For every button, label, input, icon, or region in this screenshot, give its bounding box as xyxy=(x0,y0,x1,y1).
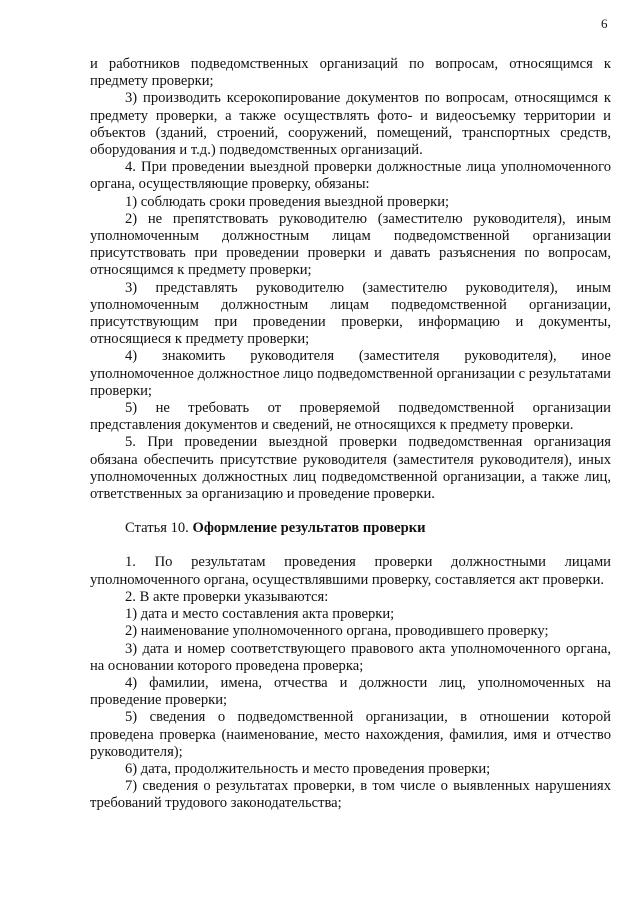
paragraph: 6) дата, продолжительность и место проведения проверки; xyxy=(125,760,491,777)
paragraph: 2. В акте проверки указываются: xyxy=(125,588,329,605)
paragraph: 2) наименование уполномоченного органа, проводившего проверку; xyxy=(125,623,549,640)
paragraph: 4) фамилии, имена, отчества и должности лиц, уполномоченных на проведение проверки; xyxy=(90,674,611,709)
paragraph: 1) соблюдать сроки проведения выездной проверки; xyxy=(125,193,450,210)
article-9-continuation xyxy=(90,56,611,503)
article-10-body xyxy=(90,554,611,812)
paragraph: 5) сведения о подведомственной организации, в отношении которой проведена проверка (наименование, место нахождения, фамилия, имя и отчество руководителя); xyxy=(90,709,611,760)
article-number: Статья 10. xyxy=(125,520,193,537)
paragraph: 4) знакомить руководителя (заместителя руководителя), иное уполномоченное должностное лицо подведомственной организации с результатами проверки; xyxy=(90,348,611,399)
paragraph: и работников подведомственных организаций по вопросам, относящимся к предмету проверки; xyxy=(90,56,611,90)
page-number: 6 xyxy=(601,16,608,31)
article-heading xyxy=(90,520,611,537)
article-title: Оформление результатов проверки xyxy=(192,520,426,537)
paragraph: 5. При проведении выездной проверки подведомственная организация обязана обеспечить присутствие руководителя (заместителя руководителя), иных уполномоченных должностных лиц подведомственной организации, а также лиц, ответственных за организацию и проведение проверки. xyxy=(90,434,611,503)
paragraph: 2) не препятствовать руководителю (заместителю руководителя), иным уполномоченным должностным лицам подведомственной организации присутствовать при проведении проверки и давать разъяснения по вопросам, относящимся к предмету проверки; xyxy=(90,210,611,279)
document-body xyxy=(90,56,611,813)
paragraph: 3) представлять руководителю (заместителю руководителя), иным уполномоченным должностным лицам подведомственной организации, присутствующим при проведении проверки, информацию и документы, относящиеся к предмету проверки; xyxy=(90,279,611,348)
paragraph: 3) производить ксерокопирование документов по вопросам, относящимся к предмету проверки, а также осуществлять фото- и видеосъемку территории и объектов (зданий, строений, сооружений, помещений, транспортных средств, оборудования и т.д.) подведомственных организаций. xyxy=(90,90,611,159)
paragraph: 3) дата и номер соответствующего правового акта уполномоченного органа, на основании которого проведена проверка; xyxy=(90,640,611,674)
paragraph: 5) не требовать от проверяемой подведомственной организации представления документов и сведений, не относящихся к предмету проверки. xyxy=(90,400,611,434)
paragraph: 1. По результатам проведения проверки должностными лицами уполномоченного органа, осуществлявшими проверку, составляется акт проверки. xyxy=(90,554,611,588)
paragraph: 4. При проведении выездной проверки должностные лица уполномоченного органа, осуществляющие проверку, обязаны: xyxy=(90,159,611,193)
paragraph: 1) дата и место составления акта проверки; xyxy=(125,606,395,623)
paragraph: 7) сведения о результатах проверки, в том числе о выявленных нарушениях требований трудового законодательства; xyxy=(90,778,611,812)
